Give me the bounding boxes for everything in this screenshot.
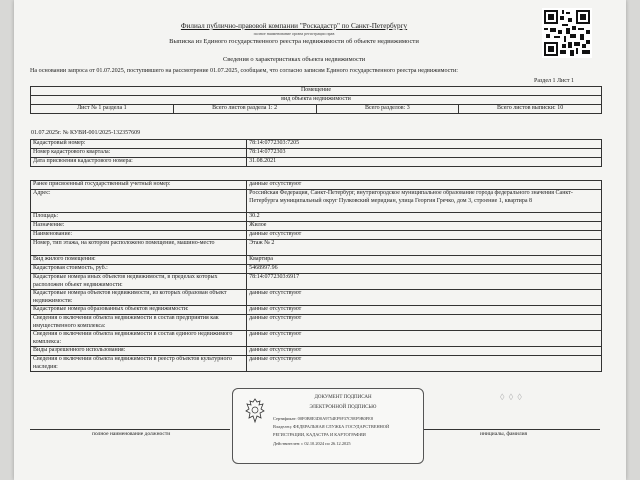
table-row [31,265,602,274]
field-value: 78:14:0772303 [247,149,602,158]
field-value: данные отсутствуют [247,231,602,240]
field-label: Номер кадастрового квартала: [31,149,247,158]
stamp-owner: Владелец: ФЕДЕРАЛЬНАЯ СЛУЖБА ГОСУДАРСТВЕННОЙ [273,424,390,429]
field-value: 78:14:0772303:7205 [247,140,602,149]
stamp-subtitle: ЭЛЕКТРОННОЙ ПОДПИСЬЮ [309,405,377,410]
object-kind: Помещение [31,87,602,96]
field-label: Номер, тип этажа, на котором расположено помещение, машино-место [31,240,247,256]
field-value: 78:14:0772303:6917 [247,274,602,290]
electronic-signature-stamp [232,388,424,464]
field-value: Квартира [247,256,602,265]
field-label: Наименование: [31,231,247,240]
field-value: данные отсутствуют [247,306,602,315]
field-label: Вид жилого помещения: [31,256,247,265]
field-value: 5468997.96 [247,265,602,274]
field-value: Жилое [247,222,602,231]
field-label: Кадастровые номера образованных объектов недвижимости: [31,306,247,315]
stamp-title: ДОКУМЕНТ ПОДПИСАН [314,395,372,400]
field-label: Адрес: [31,190,247,213]
field-value: данные отсутствуют [247,290,602,306]
coat-of-arms-icon [243,397,267,425]
field-label: Сведения о включении объекта недвижимости в реестр объектов культурного наследия: [31,356,247,372]
field-value: данные отсутствуют [247,315,602,331]
stamp-certificate: Сертификат: 00F0B8E3D0A9754EF9F37C9EF9B0FE8 [273,416,374,421]
field-value: данные отсутствуют [247,181,602,190]
table-row [31,347,602,356]
table-row [31,306,602,315]
table-row [31,213,602,222]
characteristics-table [30,180,602,372]
stamp-owner-cont: РЕГИСТРАЦИИ, КАДАСТРА И КАРТОГРАФИИ [273,432,366,437]
field-label: Ранее присвоенный государственный учетный номер: [31,181,247,190]
request-statement: На основании запроса от 01.07.2025, поступившего на рассмотрение 01.07.2025, сообщаем, что согласно записям Единого государственного реестра недвижимости: [30,68,458,74]
field-label: Кадастровая стоимость, руб.: [31,265,247,274]
table-row [31,222,602,231]
section-sheet-mark: Раздел 1 Лист 1 [534,78,575,84]
table-row [31,158,602,167]
table-row [31,331,602,347]
field-label: Сведения о включении объекта недвижимости в состав единого недвижимого комплекса: [31,331,247,347]
field-label: Кадастровые номера объектов недвижимости, из которых образован объект недвижимости: [31,290,247,306]
table-row [31,274,602,290]
sections-total: Всего разделов: 3 [316,105,459,114]
registration-number: 01.07.2025г. № КУВИ-001/2025-132357609 [31,130,141,136]
field-value: данные отсутствуют [247,347,602,356]
field-value: данные отсутствуют [247,356,602,372]
object-kind-caption: вид объекта недвижимости [31,96,602,105]
organization-name: Филиал публично-правовой компании "Роскадастр" по Санкт-Петербургу [180,22,408,30]
identifiers-table [30,139,602,167]
table-row [31,315,602,331]
table-row [31,256,602,265]
table-row [31,356,602,372]
field-label: Виды разрешенного использования: [31,347,247,356]
field-value: данные отсутствуют [247,331,602,347]
document-sheet [14,0,626,480]
field-label: Сведения о включении объекта недвижимости в состав предприятия как имущественного комплекса: [31,315,247,331]
table-row [31,240,602,256]
qr-code-icon [542,8,592,58]
field-value: Этаж № 2 [247,240,602,256]
field-value: 31.08.2021 [247,158,602,167]
position-label: полное наименование должности [92,431,171,437]
table-row [31,190,602,213]
table-row [31,290,602,306]
position-line [30,429,230,430]
table-row [31,149,602,158]
field-value: Российская Федерация, Санкт-Петербург, внутригородское муниципальное образование города федерального значения Санкт-Петербурга муниципальный округ Пулковский меридиан, улица Георгия Гречко, дом 3, строение 1, квартира 8 [247,190,602,213]
field-value: 30.2 [247,213,602,222]
field-label: Кадастровый номер: [31,140,247,149]
name-line [424,429,600,430]
table-row [31,181,602,190]
name-label: инициалы, фамилия [480,431,528,437]
sheet-number: Лист № 1 раздела 1 [31,105,174,114]
stamp-validity: Действителен: с 02.10.2024 по 26.12.2025 [273,441,351,446]
table-row [31,140,602,149]
field-label: Кадастровые номера иных объектов недвижимости, в пределах которых расположен объект недвижимости: [31,274,247,290]
table-row [31,231,602,240]
document-title: Выписка из Единого государственного реестра недвижимости об объекте недвижимости [169,38,419,45]
organization-caption: полное наименование органа регистрации прав [253,31,335,36]
field-label: Дата присвоения кадастрового номера: [31,158,247,167]
object-summary-box [30,86,602,114]
field-label: Назначение: [31,222,247,231]
field-label: Площадь: [31,213,247,222]
section-title: Сведения о характеристиках объекта недвижимости [222,56,366,63]
extract-sheets-total: Всего листов выписки: 10 [459,105,602,114]
section-sheets-total: Всего листов раздела 1: 2 [173,105,316,114]
watermark: ◊ ◊ ◊ [500,392,523,402]
